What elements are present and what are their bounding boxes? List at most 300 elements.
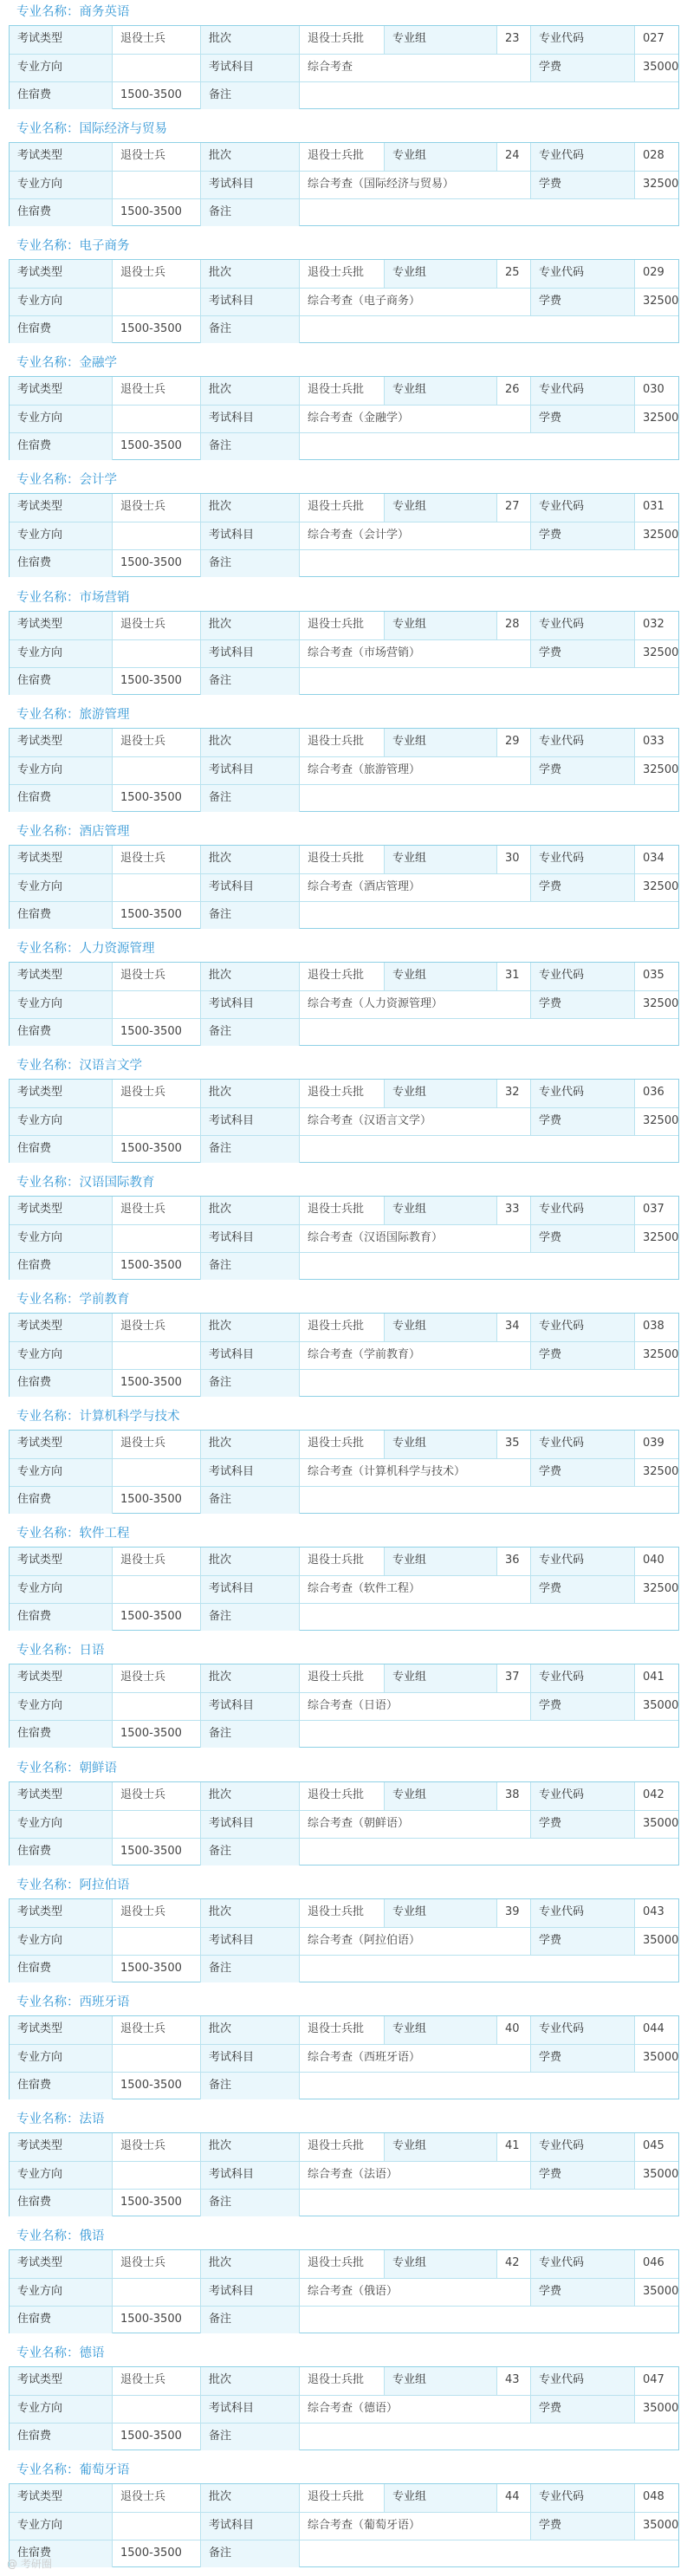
- table-row: [10, 1369, 678, 1397]
- remark-label: 备注: [200, 902, 299, 929]
- direction-label: 专业方向: [10, 1459, 112, 1486]
- subject-value: 综合考查（学前教育）: [299, 1342, 530, 1369]
- exam-type-label: 考试类型: [10, 2133, 112, 2161]
- group-label: 专业组: [384, 1197, 496, 1224]
- table-row: [10, 2250, 678, 2278]
- lodging-label: 住宿费: [10, 1721, 112, 1748]
- table-row: [10, 1018, 678, 1046]
- code-value: 035: [634, 963, 678, 990]
- group-value: 41: [496, 2133, 530, 2161]
- major-block: [0, 703, 687, 816]
- table-row: [10, 667, 678, 695]
- remark-value: [299, 2190, 678, 2216]
- subject-label: 考试科目: [200, 1693, 299, 1720]
- direction-value: [112, 2513, 200, 2540]
- lodging-label: 住宿费: [10, 82, 112, 109]
- code-value: 045: [634, 2133, 678, 2161]
- tuition-label: 学费: [530, 2513, 634, 2540]
- major-title: 专业名称：会计学: [16, 473, 117, 488]
- group-value: 35: [496, 1431, 530, 1458]
- code-label: 专业代码: [530, 1548, 634, 1575]
- tuition-label: 学费: [530, 522, 634, 549]
- direction-value: [112, 640, 200, 667]
- batch-value: 退役士兵批: [299, 612, 384, 639]
- group-label: 专业组: [384, 377, 496, 405]
- direction-value: [112, 522, 200, 549]
- direction-label: 专业方向: [10, 2513, 112, 2540]
- table-row: [10, 2306, 678, 2333]
- group-value: 27: [496, 494, 530, 522]
- batch-value: 退役士兵批: [299, 2367, 384, 2395]
- code-value: 042: [634, 1782, 678, 1810]
- tuition-value: 32500: [634, 1459, 678, 1486]
- code-label: 专业代码: [530, 2133, 634, 2161]
- exam-type-label: 考试类型: [10, 494, 112, 522]
- major-info-table: [9, 1430, 679, 1514]
- major-info-table: [9, 25, 679, 109]
- table-row: [10, 1548, 678, 1575]
- remark-label: 备注: [200, 1487, 299, 1514]
- lodging-value: 1500-3500: [112, 1019, 200, 1046]
- tuition-label: 学费: [530, 2162, 634, 2189]
- batch-label: 批次: [200, 729, 299, 756]
- batch-label: 批次: [200, 143, 299, 171]
- major-info-table: [9, 2015, 679, 2099]
- batch-label: 批次: [200, 1664, 299, 1692]
- remark-value: [299, 1136, 678, 1163]
- exam-type-label: 考试类型: [10, 2250, 112, 2278]
- subject-value: 综合考查: [299, 55, 530, 81]
- major-info-table: [9, 845, 679, 929]
- table-row: [10, 2278, 678, 2306]
- exam-type-label: 考试类型: [10, 1664, 112, 1692]
- batch-label: 批次: [200, 612, 299, 639]
- code-value: 033: [634, 729, 678, 756]
- subject-value: 综合考查（日语）: [299, 1693, 530, 1720]
- tuition-label: 学费: [530, 1108, 634, 1135]
- table-row: [10, 1899, 678, 1927]
- tuition-value: 35000: [634, 2513, 678, 2540]
- subject-label: 考试科目: [200, 2162, 299, 2189]
- table-row: [10, 549, 678, 577]
- group-value: 32: [496, 1080, 530, 1107]
- table-row: [10, 1486, 678, 1514]
- tuition-label: 学费: [530, 289, 634, 315]
- group-value: 39: [496, 1899, 530, 1927]
- batch-value: 退役士兵批: [299, 260, 384, 288]
- code-value: 046: [634, 2250, 678, 2278]
- tuition-label: 学费: [530, 1928, 634, 1955]
- code-label: 专业代码: [530, 143, 634, 171]
- table-row: [10, 54, 678, 81]
- table-row: [10, 2072, 678, 2099]
- code-value: 030: [634, 377, 678, 405]
- subject-value: 综合考查（软件工程）: [299, 1576, 530, 1603]
- direction-label: 专业方向: [10, 522, 112, 549]
- major-title: 专业名称：市场营销: [16, 590, 130, 605]
- direction-label: 专业方向: [10, 1811, 112, 1838]
- group-value: 36: [496, 1548, 530, 1575]
- major-title: 专业名称：旅游管理: [16, 707, 130, 722]
- remark-label: 备注: [200, 2540, 299, 2567]
- direction-value: [112, 991, 200, 1018]
- subject-label: 考试科目: [200, 640, 299, 667]
- code-value: 044: [634, 2016, 678, 2044]
- group-value: 28: [496, 612, 530, 639]
- major-block: [0, 937, 687, 1050]
- table-row: [10, 963, 678, 990]
- exam-type-value: 退役士兵: [112, 2484, 200, 2512]
- table-row: [10, 494, 678, 522]
- remark-value: [299, 550, 678, 577]
- lodging-value: 1500-3500: [112, 1487, 200, 1514]
- tuition-value: 32500: [634, 991, 678, 1018]
- major-block: [0, 1638, 687, 1752]
- direction-label: 专业方向: [10, 406, 112, 432]
- group-label: 专业组: [384, 729, 496, 756]
- direction-label: 专业方向: [10, 991, 112, 1018]
- table-row: [10, 405, 678, 432]
- batch-label: 批次: [200, 26, 299, 54]
- major-info-table: [9, 2249, 679, 2333]
- remark-value: [299, 82, 678, 109]
- table-row: [10, 1197, 678, 1224]
- major-block: [0, 351, 687, 464]
- table-row: [10, 260, 678, 288]
- exam-type-label: 考试类型: [10, 1899, 112, 1927]
- batch-label: 批次: [200, 2367, 299, 2395]
- table-row: [10, 990, 678, 1018]
- table-row: [10, 1575, 678, 1603]
- direction-value: [112, 2279, 200, 2306]
- table-row: [10, 377, 678, 405]
- table-row: [10, 1135, 678, 1163]
- remark-label: 备注: [200, 1956, 299, 1982]
- exam-type-value: 退役士兵: [112, 2133, 200, 2161]
- tuition-value: 32500: [634, 1108, 678, 1135]
- lodging-label: 住宿费: [10, 316, 112, 343]
- tuition-value: 35000: [634, 2279, 678, 2306]
- group-label: 专业组: [384, 26, 496, 54]
- direction-label: 专业方向: [10, 289, 112, 315]
- code-label: 专业代码: [530, 1664, 634, 1692]
- table-row: [10, 1107, 678, 1135]
- table-row: [10, 846, 678, 873]
- remark-value: [299, 1721, 678, 1748]
- exam-type-label: 考试类型: [10, 1782, 112, 1810]
- major-title: 专业名称：人力资源管理: [16, 941, 155, 956]
- table-row: [10, 1720, 678, 1748]
- tuition-label: 学费: [530, 406, 634, 432]
- remark-label: 备注: [200, 1136, 299, 1163]
- table-row: [10, 1458, 678, 1486]
- lodging-label: 住宿费: [10, 1839, 112, 1865]
- direction-label: 专业方向: [10, 172, 112, 198]
- major-block: [0, 1171, 687, 1284]
- table-row: [10, 639, 678, 667]
- table-row: [10, 26, 678, 54]
- batch-value: 退役士兵批: [299, 1548, 384, 1575]
- remark-label: 备注: [200, 1604, 299, 1631]
- exam-type-label: 考试类型: [10, 2367, 112, 2395]
- direction-value: [112, 1459, 200, 1486]
- direction-value: [112, 1576, 200, 1603]
- direction-label: 专业方向: [10, 1576, 112, 1603]
- exam-type-value: 退役士兵: [112, 1197, 200, 1224]
- table-row: [10, 784, 678, 812]
- lodging-value: 1500-3500: [112, 433, 200, 460]
- subject-value: 综合考查（计算机科学与技术）: [299, 1459, 530, 1486]
- lodging-value: 1500-3500: [112, 785, 200, 812]
- direction-value: [112, 1108, 200, 1135]
- remark-label: 备注: [200, 1019, 299, 1046]
- group-value: 42: [496, 2250, 530, 2278]
- remark-value: [299, 316, 678, 343]
- tuition-label: 学费: [530, 2279, 634, 2306]
- table-row: [10, 143, 678, 171]
- batch-value: 退役士兵批: [299, 1080, 384, 1107]
- remark-label: 备注: [200, 668, 299, 695]
- lodging-value: 1500-3500: [112, 82, 200, 109]
- major-block: [0, 1873, 687, 1987]
- group-label: 专业组: [384, 1664, 496, 1692]
- remark-label: 备注: [200, 433, 299, 460]
- direction-value: [112, 757, 200, 784]
- lodging-label: 住宿费: [10, 550, 112, 577]
- subject-label: 考试科目: [200, 1225, 299, 1252]
- exam-type-label: 考试类型: [10, 729, 112, 756]
- table-row: [10, 1224, 678, 1252]
- table-row: [10, 756, 678, 784]
- subject-value: 综合考查（会计学）: [299, 522, 530, 549]
- subject-value: 综合考查（葡萄牙语）: [299, 2513, 530, 2540]
- lodging-value: 1500-3500: [112, 1721, 200, 1748]
- direction-label: 专业方向: [10, 2279, 112, 2306]
- tuition-label: 学费: [530, 2396, 634, 2423]
- remark-label: 备注: [200, 199, 299, 226]
- batch-value: 退役士兵批: [299, 494, 384, 522]
- remark-value: [299, 2424, 678, 2450]
- major-block: [0, 2341, 687, 2455]
- code-value: 034: [634, 846, 678, 873]
- major-info-table: [9, 2132, 679, 2216]
- batch-value: 退役士兵批: [299, 1197, 384, 1224]
- lodging-label: 住宿费: [10, 1370, 112, 1397]
- subject-label: 考试科目: [200, 757, 299, 784]
- exam-type-label: 考试类型: [10, 143, 112, 171]
- remark-value: [299, 785, 678, 812]
- code-value: 041: [634, 1664, 678, 1692]
- direction-value: [112, 2162, 200, 2189]
- exam-type-label: 考试类型: [10, 377, 112, 405]
- tuition-label: 学费: [530, 1342, 634, 1369]
- batch-value: 退役士兵批: [299, 2484, 384, 2512]
- table-row: [10, 81, 678, 109]
- exam-type-label: 考试类型: [10, 963, 112, 990]
- table-row: [10, 1927, 678, 1955]
- subject-label: 考试科目: [200, 172, 299, 198]
- lodging-label: 住宿费: [10, 2073, 112, 2099]
- direction-value: [112, 1342, 200, 1369]
- code-label: 专业代码: [530, 2250, 634, 2278]
- exam-type-label: 考试类型: [10, 2484, 112, 2512]
- lodging-label: 住宿费: [10, 785, 112, 812]
- remark-value: [299, 1253, 678, 1280]
- table-row: [10, 1080, 678, 1107]
- batch-value: 退役士兵批: [299, 1664, 384, 1692]
- code-label: 专业代码: [530, 1431, 634, 1458]
- remark-value: [299, 199, 678, 226]
- major-title: 专业名称：葡萄牙语: [16, 2463, 130, 2478]
- direction-value: [112, 1928, 200, 1955]
- exam-type-label: 考试类型: [10, 1548, 112, 1575]
- direction-value: [112, 55, 200, 81]
- table-row: [10, 2512, 678, 2540]
- group-label: 专业组: [384, 2484, 496, 2512]
- subject-label: 考试科目: [200, 2396, 299, 2423]
- lodging-value: 1500-3500: [112, 2540, 200, 2567]
- code-value: 029: [634, 260, 678, 288]
- tuition-value: 32500: [634, 522, 678, 549]
- batch-value: 退役士兵批: [299, 963, 384, 990]
- tuition-value: 32500: [634, 289, 678, 315]
- code-value: 027: [634, 26, 678, 54]
- major-title: 专业名称：软件工程: [16, 1527, 130, 1541]
- code-value: 048: [634, 2484, 678, 2512]
- code-value: 039: [634, 1431, 678, 1458]
- subject-value: 综合考查（汉语国际教育）: [299, 1225, 530, 1252]
- exam-type-label: 考试类型: [10, 260, 112, 288]
- subject-label: 考试科目: [200, 289, 299, 315]
- code-label: 专业代码: [530, 1080, 634, 1107]
- subject-value: 综合考查（人力资源管理）: [299, 991, 530, 1018]
- table-row: [10, 1838, 678, 1865]
- tuition-value: 32500: [634, 874, 678, 901]
- exam-type-value: 退役士兵: [112, 1782, 200, 1810]
- direction-value: [112, 2396, 200, 2423]
- major-block: [0, 117, 687, 230]
- major-info-table: [9, 962, 679, 1046]
- group-label: 专业组: [384, 2367, 496, 2395]
- direction-label: 专业方向: [10, 2045, 112, 2072]
- subject-value: 综合考查（旅游管理）: [299, 757, 530, 784]
- remark-value: [299, 668, 678, 695]
- major-block: [0, 586, 687, 699]
- direction-value: [112, 1693, 200, 1720]
- major-block: [0, 468, 687, 581]
- subject-label: 考试科目: [200, 406, 299, 432]
- code-value: 031: [634, 494, 678, 522]
- table-row: [10, 1810, 678, 1838]
- code-label: 专业代码: [530, 612, 634, 639]
- batch-value: 退役士兵批: [299, 1899, 384, 1927]
- group-value: 23: [496, 26, 530, 54]
- tuition-value: 32500: [634, 172, 678, 198]
- exam-type-value: 退役士兵: [112, 1080, 200, 1107]
- major-title: 专业名称：商务英语: [16, 5, 130, 19]
- batch-value: 退役士兵批: [299, 2133, 384, 2161]
- major-block: [0, 0, 687, 114]
- group-label: 专业组: [384, 1080, 496, 1107]
- major-info-table: [9, 1196, 679, 1280]
- subject-label: 考试科目: [200, 874, 299, 901]
- major-title: 专业名称：金融学: [16, 356, 117, 371]
- group-value: 37: [496, 1664, 530, 1692]
- major-block: [0, 1522, 687, 1635]
- code-label: 专业代码: [530, 494, 634, 522]
- major-block: [0, 1405, 687, 1518]
- remark-value: [299, 1839, 678, 1865]
- table-row: [10, 1252, 678, 1280]
- batch-value: 退役士兵批: [299, 1431, 384, 1458]
- exam-type-label: 考试类型: [10, 612, 112, 639]
- exam-type-value: 退役士兵: [112, 729, 200, 756]
- table-row: [10, 315, 678, 343]
- table-row: [10, 612, 678, 639]
- batch-label: 批次: [200, 846, 299, 873]
- major-title: 专业名称：阿拉伯语: [16, 1878, 130, 1892]
- tuition-value: 35000: [634, 2045, 678, 2072]
- group-value: 40: [496, 2016, 530, 2044]
- batch-value: 退役士兵批: [299, 1782, 384, 1810]
- major-block: [0, 1990, 687, 2104]
- table-row: [10, 2367, 678, 2395]
- remark-label: 备注: [200, 316, 299, 343]
- code-label: 专业代码: [530, 729, 634, 756]
- tuition-value: 35000: [634, 1811, 678, 1838]
- group-value: 34: [496, 1314, 530, 1341]
- remark-value: [299, 2540, 678, 2567]
- direction-value: [112, 172, 200, 198]
- major-info-table: [9, 1664, 679, 1748]
- lodging-label: 住宿费: [10, 2540, 112, 2567]
- table-row: [10, 2484, 678, 2512]
- major-block: [0, 1288, 687, 1401]
- batch-label: 批次: [200, 1314, 299, 1341]
- direction-value: [112, 1811, 200, 1838]
- group-label: 专业组: [384, 612, 496, 639]
- direction-label: 专业方向: [10, 1928, 112, 1955]
- tuition-label: 学费: [530, 2045, 634, 2072]
- table-row: [10, 1692, 678, 1720]
- table-row: [10, 432, 678, 460]
- group-value: 31: [496, 963, 530, 990]
- batch-label: 批次: [200, 260, 299, 288]
- table-row: [10, 2133, 678, 2161]
- lodging-value: 1500-3500: [112, 2307, 200, 2333]
- group-label: 专业组: [384, 1431, 496, 1458]
- group-value: 25: [496, 260, 530, 288]
- exam-type-value: 退役士兵: [112, 2016, 200, 2044]
- remark-value: [299, 1370, 678, 1397]
- batch-value: 退役士兵批: [299, 143, 384, 171]
- lodging-value: 1500-3500: [112, 199, 200, 226]
- subject-value: 综合考查（俄语）: [299, 2279, 530, 2306]
- major-info-table: [9, 1079, 679, 1163]
- lodging-value: 1500-3500: [112, 668, 200, 695]
- major-block: [0, 820, 687, 933]
- lodging-value: 1500-3500: [112, 1370, 200, 1397]
- table-row: [10, 2016, 678, 2044]
- major-info-table: [9, 2483, 679, 2567]
- direction-label: 专业方向: [10, 55, 112, 81]
- direction-value: [112, 1225, 200, 1252]
- code-value: 038: [634, 1314, 678, 1341]
- batch-value: 退役士兵批: [299, 2250, 384, 2278]
- code-label: 专业代码: [530, 846, 634, 873]
- tuition-label: 学费: [530, 1811, 634, 1838]
- major-title: 专业名称：日语: [16, 1644, 105, 1658]
